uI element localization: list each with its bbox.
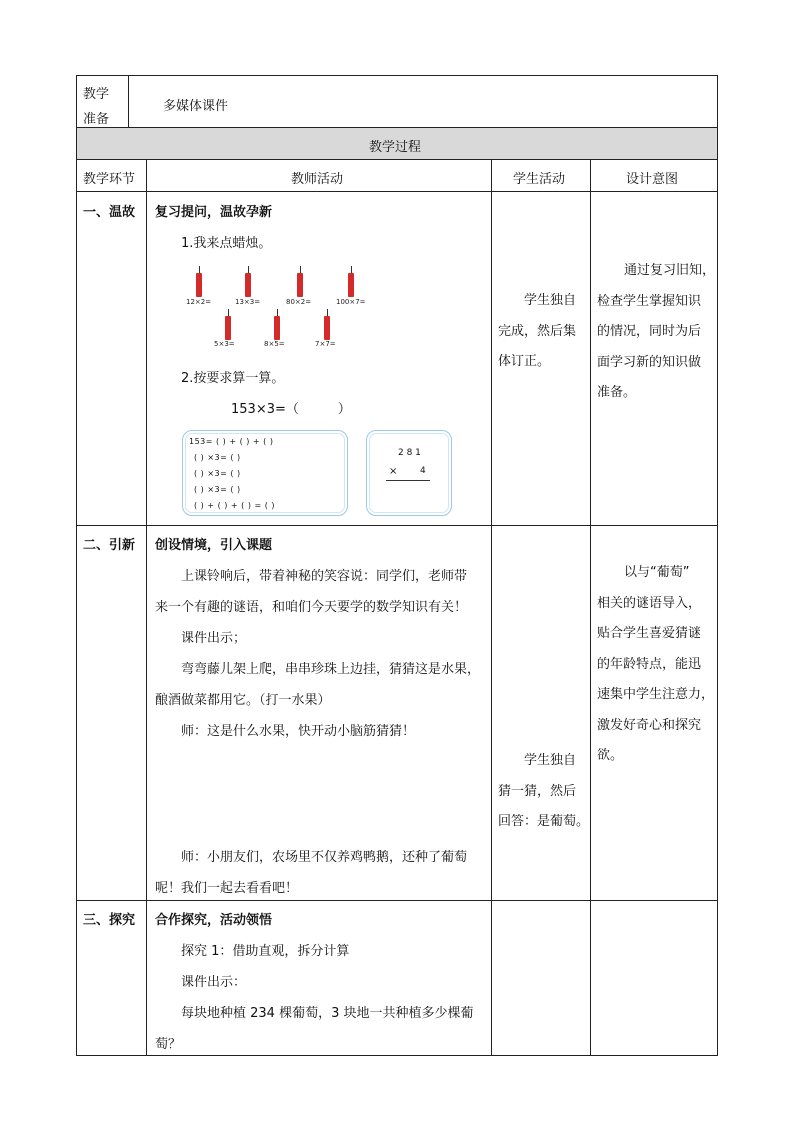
section2-p1-line2: 来一个有趣的谜语，和咱们今天要学的数学知识有关！ [155, 600, 468, 615]
decomposition-line: ( ) ×3= ( ) [194, 469, 241, 478]
candle-icon [324, 316, 330, 340]
candle-icon [245, 273, 251, 297]
candle-label: 7×7= [315, 340, 336, 348]
col-divider-student [590, 159, 591, 1056]
prep-value: 多媒体课件 [163, 99, 229, 114]
section3-p3-line1: 每块地种植 234 棵葡萄，3 块地一共种植多少棵葡 [181, 1006, 474, 1021]
student-text: 回答：是葡萄。 [498, 814, 590, 829]
section2-student-activity [498, 746, 589, 838]
section2-p5-line1: 师：小朋友们，农场里不仅养鸡鸭鹅，还种了葡萄 [181, 850, 468, 865]
table-border-bottom [76, 1055, 718, 1056]
table-rule [76, 900, 718, 901]
section1-item1: 1.我来点蜡烛。 [181, 236, 272, 251]
process-title: 教学过程 [369, 140, 422, 155]
student-text: 学生独自 [524, 753, 577, 768]
decomposition-line: 153= ( ) + ( ) + ( ) [189, 437, 274, 446]
intent-text: 激发好奇心和探究 [597, 717, 702, 733]
intent-text: 欲。 [597, 748, 624, 763]
prep-label-line2: 准备 [83, 112, 110, 127]
prep-divider [128, 75, 129, 128]
vertical-op: × [389, 466, 398, 477]
table-rule [76, 525, 718, 526]
section1-item2: 2.按要求算一算。 [181, 371, 285, 386]
col-divider-stage [146, 159, 147, 1056]
vertical-underline [386, 480, 430, 481]
stage-introduce: 二、引新 [83, 538, 136, 553]
section2-p5-line2: 呢！我们一起去看看吧！ [155, 881, 299, 896]
candle-label: 12×2= [186, 298, 212, 306]
section1-equation: 153×3=（ ） [231, 402, 351, 417]
vertical-top: 2 8 1 [398, 448, 421, 458]
intent-text: 检查学生掌握知识 [597, 293, 702, 309]
candle-label: 13×3= [235, 298, 261, 306]
intent-text: 的情况，同时为后 [597, 324, 702, 339]
section3-p3-line2: 萄？ [155, 1037, 182, 1052]
decomposition-line: ( ) ×3= ( ) [194, 485, 241, 494]
section2-p3-line1: 弯弯藤儿架上爬，串串珍珠上边挂，猜猜这是水果， [181, 662, 481, 677]
section1-student-activity [498, 286, 576, 378]
decomposition-line: ( ) + ( ) + ( ) = ( ) [194, 501, 276, 510]
section2-p2: 课件出示； [181, 631, 247, 646]
candle-icon [196, 273, 202, 297]
section1-heading: 复习提问，温故孕新 [155, 205, 273, 220]
candle-icon [348, 273, 354, 297]
section2-p4: 师：这是什么水果，快开动小脑筋猜猜！ [181, 724, 416, 739]
intent-text: 面学习新的知识做 [597, 354, 702, 370]
section3-p1: 探究 1：借助直观，拆分计算 [181, 944, 350, 959]
student-text: 体订正。 [498, 354, 551, 369]
intent-text: 贴合学生喜爱猜谜 [597, 626, 702, 641]
section2-heading: 创设情境，引入课题 [155, 538, 273, 553]
candle-label: 100×7= [336, 298, 366, 306]
student-text: 猜一猜，然后 [498, 783, 577, 799]
prep-label-line1: 教学 [83, 87, 110, 102]
candle-label: 80×2= [286, 298, 312, 306]
intent-text: 速集中学生注意力， [597, 687, 715, 702]
table-border-left [76, 75, 77, 1056]
student-text: 学生独自 [524, 293, 577, 308]
header-stage: 教学环节 [83, 172, 136, 187]
intent-text: 准备。 [597, 385, 637, 400]
stage-review: 一、温故 [83, 205, 136, 220]
candle-label: 8×5= [264, 340, 285, 348]
candle-icon [274, 316, 280, 340]
vertical-num: 4 [420, 466, 426, 476]
intent-text: 以与“葡萄” [624, 565, 690, 580]
table-rule [76, 159, 718, 160]
intent-text: 通过复习旧知， [624, 263, 716, 278]
section3-heading: 合作探究，活动领悟 [155, 913, 273, 928]
candle-label: 5×3= [214, 340, 235, 348]
section3-p2: 课件出示： [181, 975, 247, 990]
candle-icon [225, 316, 231, 340]
student-text: 完成，然后集 [498, 323, 577, 339]
header-student: 学生活动 [513, 172, 566, 187]
section2-design-intent [597, 558, 714, 772]
stage-explore: 三、探究 [83, 913, 136, 928]
decomposition-line: ( ) ×3= ( ) [194, 453, 241, 462]
section2-p3-line2: 酿酒做菜都用它。（打一水果） [155, 693, 331, 708]
table-rule [76, 127, 718, 128]
table-border-right [717, 75, 718, 1056]
candle-icon [297, 273, 303, 297]
intent-text: 相关的谜语导入， [597, 595, 702, 611]
header-intent: 设计意图 [626, 172, 679, 187]
vertical-calc-box [366, 430, 452, 516]
section2-p1-line1: 上课铃响后，带着神秘的笑容说：同学们，老师带 [181, 569, 468, 584]
col-divider-teacher [491, 159, 492, 1056]
intent-text: 的年龄特点，能迅 [597, 656, 702, 672]
header-teacher: 教师活动 [291, 172, 344, 187]
table-rule [76, 191, 718, 192]
table-border-top [76, 75, 718, 76]
section1-design-intent [597, 256, 715, 409]
